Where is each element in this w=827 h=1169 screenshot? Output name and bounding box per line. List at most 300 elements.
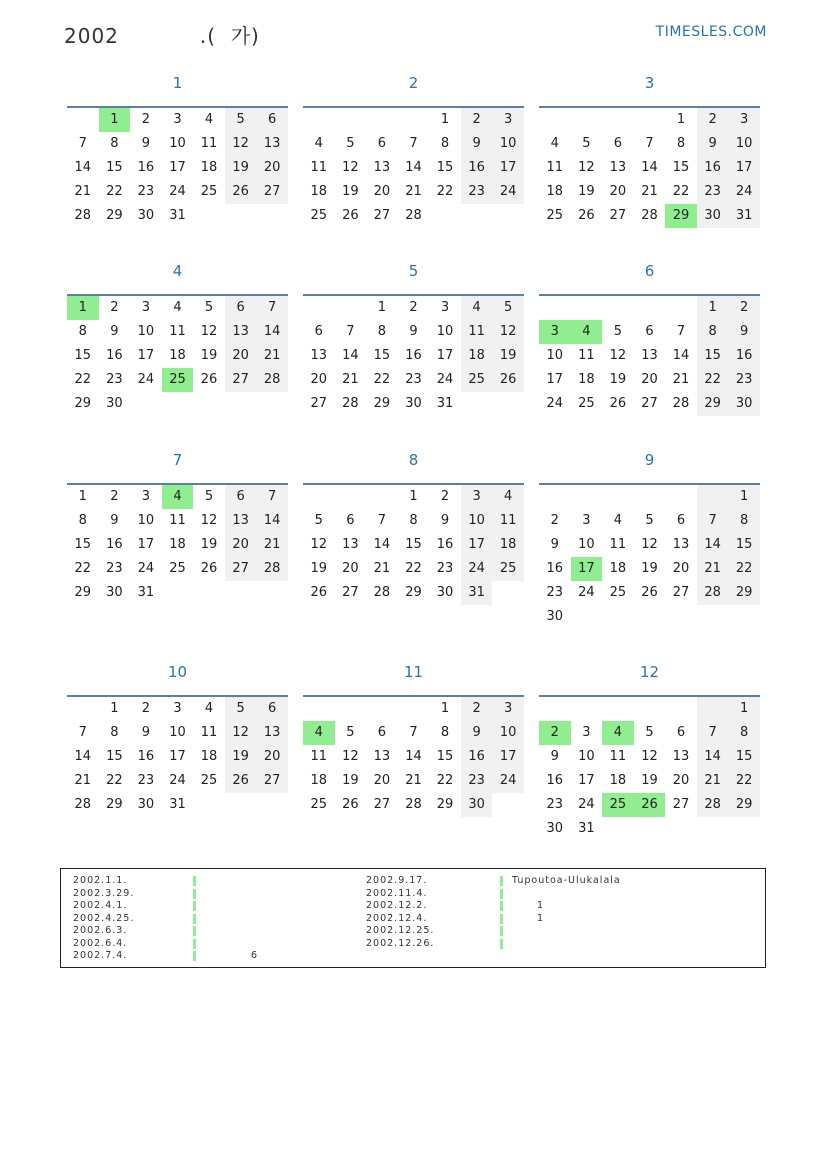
day-cell: 27 bbox=[609, 208, 627, 223]
day-cell: 29 bbox=[697, 392, 729, 416]
legend-date: 2002.6.4. bbox=[73, 937, 128, 949]
day-cell: 10 bbox=[461, 509, 493, 533]
day-cell: 12 bbox=[342, 160, 359, 175]
day-cell: 11 bbox=[546, 160, 564, 175]
day-cell: 20 bbox=[256, 745, 288, 769]
day-cell: 28 bbox=[74, 208, 92, 223]
day-cell: 12 bbox=[225, 132, 257, 156]
day-cell: 22 bbox=[672, 184, 690, 199]
day-cell: 4 bbox=[492, 485, 524, 509]
day-cell: 17 bbox=[546, 372, 564, 387]
day-cell: 4 bbox=[204, 701, 214, 716]
day-cell: 26 bbox=[492, 368, 524, 392]
day-cell: 24 bbox=[728, 180, 760, 204]
day-cell: 23 bbox=[697, 180, 729, 204]
month-days bbox=[67, 296, 288, 416]
empty-day-cell bbox=[303, 485, 335, 509]
day-cell: 3 bbox=[728, 108, 760, 132]
day-cell: 12 bbox=[225, 721, 257, 745]
day-cell: 7 bbox=[78, 725, 87, 740]
holiday-day-cell: 1 bbox=[67, 296, 99, 320]
day-cell: 21 bbox=[256, 533, 288, 557]
month-days bbox=[539, 485, 760, 629]
day-cell: 6 bbox=[314, 324, 323, 339]
day-cell: 26 bbox=[310, 585, 328, 600]
empty-day-cell bbox=[162, 392, 194, 416]
day-cell: 24 bbox=[137, 561, 155, 576]
day-cell: 18 bbox=[492, 533, 524, 557]
empty-day-cell bbox=[303, 296, 335, 320]
holiday-day-cell: 3 bbox=[539, 320, 571, 344]
day-cell: 21 bbox=[697, 557, 729, 581]
holiday-day-cell: 4 bbox=[162, 485, 194, 509]
day-cell: 22 bbox=[728, 769, 760, 793]
day-cell: 29 bbox=[106, 797, 123, 812]
day-cell: 9 bbox=[110, 513, 119, 528]
day-cell: 1 bbox=[440, 701, 450, 716]
day-cell: 26 bbox=[200, 561, 218, 576]
empty-day-cell bbox=[665, 817, 697, 841]
day-cell: 10 bbox=[546, 348, 564, 363]
legend-date: 2002.12.26. bbox=[366, 937, 435, 949]
day-cell: 20 bbox=[256, 156, 288, 180]
day-cell: 30 bbox=[106, 396, 123, 411]
day-cell: 11 bbox=[169, 324, 186, 339]
day-cell: 16 bbox=[436, 537, 454, 552]
day-cell: 16 bbox=[137, 160, 155, 175]
day-cell: 29 bbox=[728, 793, 760, 817]
empty-day-cell bbox=[335, 296, 367, 320]
day-cell: 7 bbox=[78, 136, 87, 151]
day-cell: 16 bbox=[106, 537, 123, 552]
day-cell: 12 bbox=[641, 537, 658, 552]
empty-day-cell bbox=[366, 485, 398, 509]
day-cell: 16 bbox=[461, 745, 493, 769]
day-cell: 20 bbox=[310, 372, 328, 387]
day-cell: 24 bbox=[137, 372, 155, 387]
empty-day-cell bbox=[602, 108, 634, 132]
day-cell: 27 bbox=[641, 396, 658, 411]
day-cell: 5 bbox=[314, 513, 323, 528]
empty-day-cell bbox=[366, 108, 398, 132]
day-cell: 1 bbox=[78, 489, 87, 504]
day-cell: 4 bbox=[314, 136, 323, 151]
day-cell: 17 bbox=[169, 749, 186, 764]
day-cell: 23 bbox=[546, 585, 564, 600]
day-cell: 28 bbox=[641, 208, 658, 223]
day-cell: 2 bbox=[728, 296, 760, 320]
day-cell: 11 bbox=[609, 537, 627, 552]
day-cell: 21 bbox=[74, 773, 92, 788]
legend-date: 2002.6.3. bbox=[73, 925, 128, 936]
day-cell: 4 bbox=[461, 296, 493, 320]
day-cell: 17 bbox=[492, 745, 524, 769]
day-cell: 9 bbox=[697, 132, 729, 156]
day-cell: 28 bbox=[672, 396, 690, 411]
day-cell: 2 bbox=[440, 489, 450, 504]
day-cell: 21 bbox=[641, 184, 658, 199]
month-name: 5 bbox=[408, 262, 419, 280]
day-cell: 23 bbox=[461, 769, 493, 793]
day-cell: 25 bbox=[310, 797, 328, 812]
empty-day-cell bbox=[67, 108, 99, 132]
day-cell: 25 bbox=[461, 368, 493, 392]
day-cell: 1 bbox=[676, 112, 686, 127]
empty-day-cell bbox=[256, 204, 288, 228]
legend-row bbox=[73, 888, 373, 901]
day-cell: 25 bbox=[200, 773, 218, 788]
day-cell: 17 bbox=[578, 773, 595, 788]
day-cell: 13 bbox=[342, 537, 359, 552]
empty-day-cell bbox=[539, 108, 571, 132]
holiday-day-cell: 4 bbox=[303, 721, 335, 745]
day-cell: 2 bbox=[461, 697, 493, 721]
day-cell: 31 bbox=[461, 581, 493, 605]
day-cell: 21 bbox=[405, 184, 422, 199]
legend-row bbox=[73, 950, 373, 963]
legend-date: 2002.4.25. bbox=[73, 912, 135, 924]
day-cell: 6 bbox=[676, 513, 686, 528]
holiday-day-cell: 4 bbox=[571, 320, 603, 344]
day-cell: 19 bbox=[578, 184, 595, 199]
day-cell: 31 bbox=[137, 585, 155, 600]
day-cell: 31 bbox=[169, 797, 186, 812]
legend-marker bbox=[500, 876, 503, 886]
empty-day-cell bbox=[571, 485, 603, 509]
day-cell: 20 bbox=[225, 344, 257, 368]
legend-date: 2002.7.4. bbox=[73, 950, 128, 961]
day-cell: 14 bbox=[405, 749, 422, 764]
day-cell: 23 bbox=[728, 368, 760, 392]
day-cell: 11 bbox=[310, 160, 328, 175]
empty-day-cell bbox=[492, 204, 524, 228]
day-cell: 15 bbox=[728, 745, 760, 769]
day-cell: 19 bbox=[342, 184, 359, 199]
day-cell: 30 bbox=[546, 609, 564, 624]
day-cell: 14 bbox=[74, 749, 92, 764]
empty-day-cell bbox=[602, 697, 634, 721]
day-cell: 26 bbox=[225, 769, 257, 793]
empty-day-cell bbox=[697, 817, 729, 841]
day-cell: 27 bbox=[256, 769, 288, 793]
day-cell: 3 bbox=[440, 300, 450, 315]
day-cell: 4 bbox=[613, 513, 623, 528]
day-cell: 18 bbox=[546, 184, 564, 199]
day-cell: 6 bbox=[225, 485, 257, 509]
day-cell: 28 bbox=[342, 396, 359, 411]
page-title: 2002 .( 가) bbox=[64, 24, 260, 48]
day-cell: 28 bbox=[405, 797, 422, 812]
legend-note: 6 bbox=[251, 950, 259, 961]
day-cell: 29 bbox=[373, 396, 391, 411]
day-cell: 9 bbox=[550, 537, 559, 552]
day-cell: 15 bbox=[436, 160, 454, 175]
day-cell: 27 bbox=[672, 585, 690, 600]
day-cell: 5 bbox=[492, 296, 524, 320]
month-12 bbox=[539, 659, 760, 841]
day-cell: 20 bbox=[373, 184, 391, 199]
month-days bbox=[67, 108, 288, 228]
day-cell: 8 bbox=[78, 324, 87, 339]
day-cell: 27 bbox=[342, 585, 359, 600]
day-cell: 29 bbox=[74, 585, 92, 600]
empty-day-cell bbox=[398, 697, 430, 721]
month-name: 9 bbox=[644, 451, 655, 469]
day-cell: 1 bbox=[409, 489, 418, 504]
empty-day-cell bbox=[256, 793, 288, 817]
day-cell: 27 bbox=[373, 208, 391, 223]
month-days bbox=[303, 485, 524, 605]
legend-date: 2002.12.2. bbox=[366, 900, 428, 911]
day-cell: 6 bbox=[676, 725, 686, 740]
day-cell: 17 bbox=[461, 533, 493, 557]
legend-column-left bbox=[73, 875, 373, 963]
day-cell: 27 bbox=[672, 797, 690, 812]
brand-link[interactable]: TIMESLES.COM bbox=[655, 24, 767, 40]
day-cell: 24 bbox=[436, 372, 454, 387]
day-cell: 19 bbox=[609, 372, 627, 387]
day-cell: 12 bbox=[609, 348, 627, 363]
day-cell: 19 bbox=[225, 745, 257, 769]
day-cell: 13 bbox=[256, 721, 288, 745]
day-cell: 9 bbox=[550, 749, 559, 764]
day-cell: 3 bbox=[141, 489, 151, 504]
legend-marker bbox=[193, 914, 196, 924]
empty-day-cell bbox=[335, 485, 367, 509]
month-days bbox=[303, 697, 524, 817]
day-cell: 4 bbox=[173, 300, 182, 315]
day-cell: 3 bbox=[141, 300, 151, 315]
day-cell: 28 bbox=[256, 557, 288, 581]
day-cell: 29 bbox=[728, 581, 760, 605]
legend-date: 2002.12.25. bbox=[366, 925, 435, 936]
empty-day-cell bbox=[225, 793, 257, 817]
month-days bbox=[67, 485, 288, 605]
day-cell: 23 bbox=[137, 773, 155, 788]
day-cell: 31 bbox=[169, 208, 186, 223]
legend-date: 2002.4.1. bbox=[73, 900, 128, 911]
day-cell: 13 bbox=[672, 537, 690, 552]
legend-date: 2002.12.4. bbox=[366, 912, 428, 924]
day-cell: 22 bbox=[74, 372, 92, 387]
day-cell: 23 bbox=[106, 561, 123, 576]
empty-day-cell bbox=[634, 817, 666, 841]
day-cell: 30 bbox=[137, 797, 155, 812]
day-cell: 8 bbox=[728, 721, 760, 745]
day-cell: 4 bbox=[550, 136, 559, 151]
month-name: 4 bbox=[172, 262, 183, 280]
empty-day-cell bbox=[539, 296, 571, 320]
month-2 bbox=[303, 70, 524, 228]
day-cell: 11 bbox=[310, 749, 328, 764]
day-cell: 17 bbox=[169, 160, 186, 175]
day-cell: 2 bbox=[141, 112, 151, 127]
day-cell: 6 bbox=[645, 324, 654, 339]
day-cell: 19 bbox=[225, 156, 257, 180]
day-cell: 21 bbox=[342, 372, 359, 387]
holiday-day-cell: 4 bbox=[602, 721, 634, 745]
empty-day-cell bbox=[225, 581, 257, 605]
day-cell: 3 bbox=[492, 697, 524, 721]
day-cell: 14 bbox=[405, 160, 422, 175]
day-cell: 18 bbox=[310, 184, 328, 199]
day-cell: 23 bbox=[546, 797, 564, 812]
day-cell: 16 bbox=[697, 156, 729, 180]
day-cell: 16 bbox=[546, 561, 564, 576]
day-cell: 4 bbox=[204, 112, 214, 127]
day-cell: 18 bbox=[200, 160, 218, 175]
day-cell: 14 bbox=[256, 509, 288, 533]
empty-day-cell bbox=[225, 204, 257, 228]
day-cell: 15 bbox=[405, 537, 422, 552]
day-cell: 11 bbox=[200, 725, 218, 740]
day-cell: 15 bbox=[106, 160, 123, 175]
month-name: 6 bbox=[644, 262, 655, 280]
legend-date: 2002.1.1. bbox=[73, 875, 128, 886]
day-cell: 8 bbox=[78, 513, 87, 528]
day-cell: 19 bbox=[641, 561, 658, 576]
empty-day-cell bbox=[461, 392, 493, 416]
month-name: 3 bbox=[644, 74, 655, 92]
day-cell: 8 bbox=[440, 725, 450, 740]
day-cell: 10 bbox=[728, 132, 760, 156]
holiday-day-cell: 25 bbox=[162, 368, 194, 392]
month-3 bbox=[539, 70, 760, 228]
empty-day-cell bbox=[303, 108, 335, 132]
month-days bbox=[303, 296, 524, 416]
day-cell: 11 bbox=[461, 320, 493, 344]
day-cell: 7 bbox=[377, 513, 387, 528]
day-cell: 12 bbox=[492, 320, 524, 344]
day-cell: 11 bbox=[578, 348, 595, 363]
day-cell: 21 bbox=[373, 561, 391, 576]
day-cell: 6 bbox=[256, 108, 288, 132]
empty-day-cell bbox=[492, 581, 524, 605]
day-cell: 21 bbox=[256, 344, 288, 368]
day-cell: 14 bbox=[342, 348, 359, 363]
day-cell: 19 bbox=[492, 344, 524, 368]
holiday-day-cell: 2 bbox=[539, 721, 571, 745]
day-cell: 1 bbox=[697, 296, 729, 320]
empty-day-cell bbox=[256, 392, 288, 416]
day-cell: 12 bbox=[342, 749, 359, 764]
day-cell: 23 bbox=[405, 372, 422, 387]
day-cell: 2 bbox=[697, 108, 729, 132]
day-cell: 24 bbox=[578, 797, 595, 812]
day-cell: 20 bbox=[373, 773, 391, 788]
empty-day-cell bbox=[602, 296, 634, 320]
day-cell: 28 bbox=[697, 581, 729, 605]
legend-row bbox=[366, 925, 756, 938]
day-cell: 12 bbox=[200, 324, 218, 339]
day-cell: 18 bbox=[169, 537, 186, 552]
day-cell: 26 bbox=[342, 208, 359, 223]
day-cell: 8 bbox=[110, 725, 119, 740]
day-cell: 8 bbox=[377, 324, 387, 339]
day-cell: 29 bbox=[436, 797, 454, 812]
day-cell: 23 bbox=[106, 372, 123, 387]
day-cell: 20 bbox=[672, 561, 690, 576]
month-name: 11 bbox=[403, 663, 424, 681]
legend-marker bbox=[500, 939, 503, 949]
holiday-day-cell: 26 bbox=[634, 793, 666, 817]
day-cell: 3 bbox=[461, 485, 493, 509]
legend-row bbox=[73, 900, 373, 913]
day-cell: 24 bbox=[578, 585, 595, 600]
day-cell: 24 bbox=[169, 773, 186, 788]
day-cell: 21 bbox=[672, 372, 690, 387]
day-cell: 27 bbox=[310, 396, 328, 411]
day-cell: 9 bbox=[728, 320, 760, 344]
empty-day-cell bbox=[634, 108, 666, 132]
day-cell: 7 bbox=[697, 721, 729, 745]
month-days bbox=[539, 296, 760, 416]
day-cell: 13 bbox=[225, 320, 257, 344]
legend-row bbox=[366, 913, 756, 926]
day-cell: 25 bbox=[169, 561, 186, 576]
day-cell: 7 bbox=[409, 725, 418, 740]
day-cell: 2 bbox=[110, 300, 119, 315]
empty-day-cell bbox=[697, 697, 729, 721]
legend-note: 1 bbox=[537, 912, 545, 924]
day-cell: 5 bbox=[204, 489, 214, 504]
legend-marker bbox=[193, 876, 196, 886]
day-cell: 14 bbox=[641, 160, 658, 175]
month-days bbox=[303, 108, 524, 228]
holiday-day-cell: 17 bbox=[571, 557, 603, 581]
legend-column-right bbox=[366, 875, 756, 950]
day-cell: 2 bbox=[110, 489, 119, 504]
day-cell: 25 bbox=[492, 557, 524, 581]
empty-day-cell bbox=[697, 605, 729, 629]
day-cell: 3 bbox=[173, 701, 182, 716]
day-cell: 15 bbox=[74, 537, 92, 552]
day-cell: 18 bbox=[461, 344, 493, 368]
day-cell: 6 bbox=[377, 136, 387, 151]
day-cell: 25 bbox=[200, 184, 218, 199]
empty-day-cell bbox=[193, 581, 225, 605]
day-cell: 7 bbox=[676, 324, 686, 339]
day-cell: 17 bbox=[492, 156, 524, 180]
day-cell: 5 bbox=[346, 725, 355, 740]
day-cell: 9 bbox=[409, 324, 418, 339]
day-cell: 9 bbox=[461, 721, 493, 745]
day-cell: 9 bbox=[141, 136, 151, 151]
day-cell: 12 bbox=[641, 749, 658, 764]
empty-day-cell bbox=[335, 108, 367, 132]
empty-day-cell bbox=[602, 605, 634, 629]
day-cell: 2 bbox=[141, 701, 151, 716]
day-cell: 8 bbox=[676, 136, 686, 151]
day-cell: 31 bbox=[436, 396, 454, 411]
day-cell: 29 bbox=[405, 585, 422, 600]
day-cell: 26 bbox=[225, 180, 257, 204]
empty-day-cell bbox=[634, 697, 666, 721]
day-cell: 15 bbox=[106, 749, 123, 764]
legend-date: 2002.11.4. bbox=[366, 887, 428, 899]
day-cell: 23 bbox=[137, 184, 155, 199]
empty-day-cell bbox=[602, 817, 634, 841]
day-cell: 13 bbox=[641, 348, 658, 363]
day-cell: 19 bbox=[200, 348, 218, 363]
day-cell: 10 bbox=[492, 721, 524, 745]
empty-day-cell bbox=[256, 581, 288, 605]
day-cell: 21 bbox=[405, 773, 422, 788]
holiday-legend bbox=[60, 868, 766, 968]
day-cell: 30 bbox=[405, 396, 422, 411]
legend-row bbox=[366, 938, 756, 951]
day-cell: 23 bbox=[436, 561, 454, 576]
